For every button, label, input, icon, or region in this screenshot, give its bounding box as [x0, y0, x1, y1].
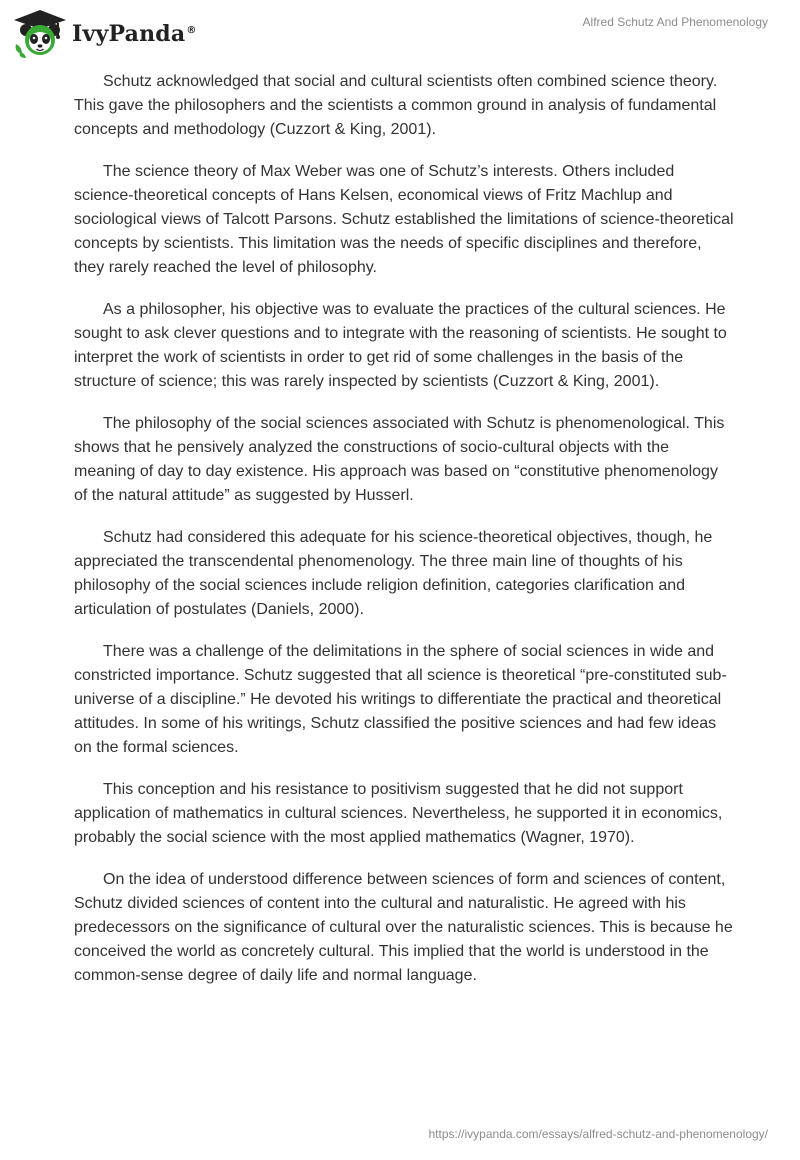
- ivypanda-logo[interactable]: [12, 8, 197, 58]
- registered-mark: ®: [186, 24, 197, 36]
- paragraph: On the idea of understood difference between sciences of form and sciences of content, Schutz divided sciences of content into the cultural and naturalistic. He agreed with his predecessors on the significance of cultural over the naturalistic sciences. This is because he conceived the world as concretely cultural. This implied that the world is understood in the common-sense degree of daily life and normal language.: [74, 871, 733, 984]
- document-title: Alfred Schutz And Phenomenology: [582, 15, 768, 29]
- paragraph: As a philosopher, his objective was to evaluate the practices of the cultural sciences. He sought to ask clever questions and to integrate with the reasoning of scientists. He sought to interpret the work of scientists in order to get rid of some challenges in the basis of the structure of science; this was rarely inspected by scientists (Cuzzort & King, 2001).: [74, 301, 727, 390]
- paragraph: Schutz had considered this adequate for his science-theoretical objectives, though, he appreciated the transcendental phenomenology. The three main line of thoughts of his philosophy of the social sciences include religion definition, categories clarification and articulation of postulates (Daniels, 2000).: [74, 529, 713, 618]
- essay-body: [74, 70, 734, 1006]
- source-url-link[interactable]: https://ivypanda.com/essays/alfred-schutz-and-phenomenology/: [428, 1127, 768, 1141]
- paragraph: The philosophy of the social sciences associated with Schutz is phenomenological. This shows that he pensively analyzed the constructions of socio-cultural objects with the meaning of day to day existence. His approach was based on “constitutive phenomenology of the natural attitude” as suggested by Husserl.: [74, 415, 725, 504]
- paragraph: This conception and his resistance to positivism suggested that he did not support application of mathematics in cultural sciences. Nevertheless, he supported it in economics, probably the social science with the most applied mathematics (Wagner, 1970).: [74, 781, 723, 846]
- paragraph: There was a challenge of the delimitations in the sphere of social sciences in wide and constricted importance. Schutz suggested that all science is theoretical “pre-constituted sub-universe of a discipline.” He devoted his writings to differentiate the practical and theoretical attitudes. In some of his writings, Schutz classified the positive sciences and had few ideas on the formal sciences.: [74, 643, 727, 756]
- paragraph: Schutz acknowledged that social and cultural scientists often combined science theory. This gave the philosophers and the scientists a common ground in analysis of fundamental concepts and methodology (Cuzzort & King, 2001).: [74, 73, 718, 138]
- panda-graduation-cap-icon: [12, 8, 68, 58]
- brand-name-text: IvyPanda: [72, 21, 186, 47]
- paragraph: The science theory of Max Weber was one of Schutz’s interests. Others included science-theoretical concepts of Hans Kelsen, economical views of Fritz Machlup and sociological views of Talcott Parsons. Schutz established the limitations of science-theoretical concepts by scientists. This limitation was the needs of specific disciplines and therefore, they rarely reached the level of philosophy.: [74, 163, 734, 276]
- brand-name: [72, 21, 197, 47]
- page-header: [0, 0, 800, 60]
